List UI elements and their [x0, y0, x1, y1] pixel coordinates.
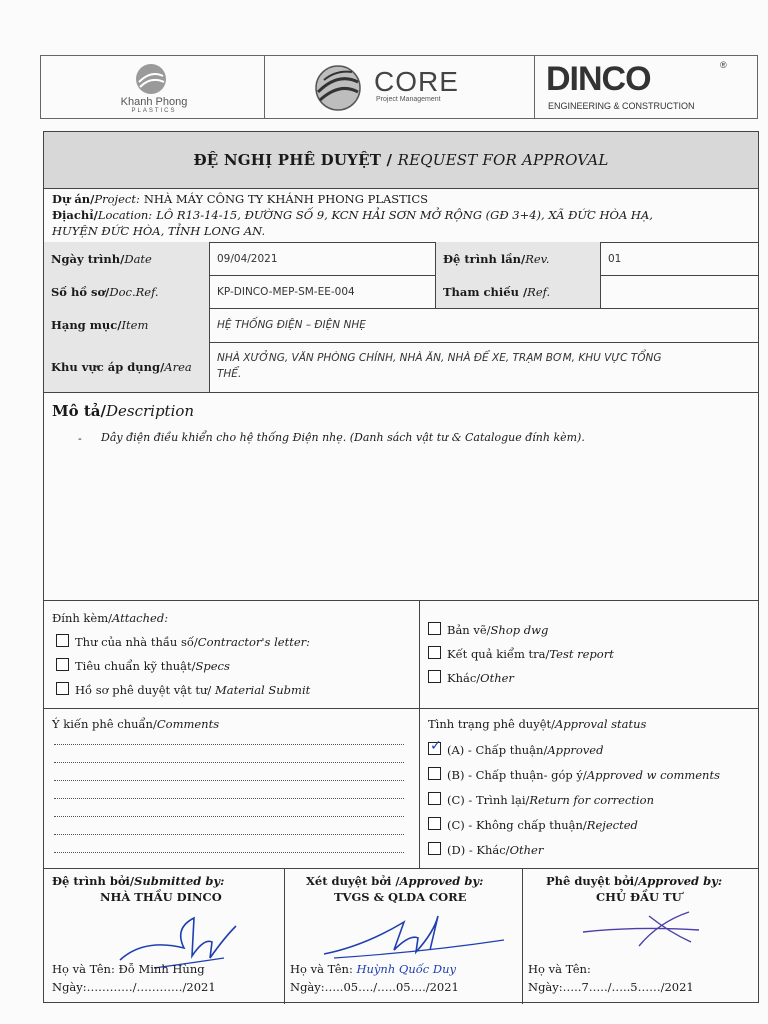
submitted-by-label: Đệ trình bởi/Submitted by: [52, 874, 225, 888]
reviewed-org: TVGS & QLDA CORE [334, 890, 467, 904]
status-other[interactable]: (D) - Khác/Other [428, 842, 543, 857]
attached-material-submit[interactable]: Hồ sơ phê duyệt vật tư/ Material Submit [56, 682, 310, 697]
description-block [44, 392, 758, 601]
location-line-2: HUYỆN ĐỨC HÒA, TỈNH LONG AN. [52, 224, 266, 238]
item-value: HỆ THỐNG ĐIỆN – ĐIỆN NHẸ [217, 319, 366, 331]
comment-line[interactable] [54, 834, 404, 835]
location-line: Địachỉ/Location: LÔ R13-14-15, ĐƯỜNG SỐ 9, KCN HẢI SƠN MỞ RỘNG (GĐ 3+4), XÃ ĐỨC HÒA HẠ, [52, 208, 653, 222]
khanh-phong-globe-icon [134, 62, 168, 96]
comments-status-block [44, 708, 758, 869]
description-heading: Mô tả/Description [52, 402, 195, 420]
attached-label: Đính kèm/Attached: [52, 611, 169, 625]
core-sub: Project Management [376, 96, 441, 103]
attached-contractor-letter[interactable]: Thư của nhà thầu số/Contractor's letter: [56, 634, 310, 649]
page-title: ĐỆ NGHỊ PHÊ DUYỆT / REQUEST FOR APPROVAL [193, 151, 609, 169]
docref-value: KP-DINCO-MEP-SM-EE-004 [210, 275, 436, 308]
approved-name: Họ và Tên: [528, 962, 591, 976]
signature-core [314, 906, 514, 966]
attached-other[interactable]: Khác/Other [428, 670, 514, 685]
check-icon: ✓ [430, 738, 442, 754]
area-value: NHÀ XƯỞNG, VĂN PHÒNG CHÍNH, NHÀ ĂN, NHÀ ĐỂ XE, TRẠM BƠM, KHU VỰC TỔNG THỂ. [217, 352, 662, 380]
signature-divider-2 [522, 868, 523, 1004]
checkbox[interactable] [428, 670, 441, 683]
dinco-registered: ® [720, 60, 727, 70]
reviewed-by-label: Xét duyệt bởi /Approved by: [306, 874, 484, 888]
comments-divider [419, 708, 420, 868]
status-rejected[interactable]: (C) - Không chấp thuận/Rejected [428, 817, 638, 832]
dinco-name: DINCO [546, 60, 651, 98]
dinco-logo [534, 56, 759, 118]
checkbox[interactable] [428, 767, 441, 780]
checkbox[interactable] [428, 842, 441, 855]
checkbox[interactable] [56, 658, 69, 671]
signature-divider-1 [284, 868, 285, 1004]
project-line: Dự án/Project: NHÀ MÁY CÔNG TY KHÁNH PHONG PLASTICS [52, 192, 429, 206]
reviewed-date: Ngày:…..05…./…..05…./2021 [290, 980, 459, 994]
area-row [44, 342, 758, 393]
khanh-phong-name: Khanh Phong [120, 96, 188, 108]
item-label: Hạng mục/ Item [44, 308, 210, 342]
project-block [44, 188, 758, 243]
khanh-phong-sub: PLASTICS [131, 108, 177, 114]
submitted-org: NHÀ THẦU DINCO [100, 890, 222, 904]
date-value: 09/04/2021 [210, 242, 436, 275]
checkbox[interactable] [428, 792, 441, 805]
status-return[interactable]: (C) - Trình lại/Return for correction [428, 792, 654, 807]
checkbox[interactable] [428, 622, 441, 635]
reviewed-name: Họ và Tên: Huỳnh Quốc Duy [290, 962, 456, 976]
comment-line[interactable] [54, 798, 404, 799]
checkbox-checked[interactable] [428, 738, 442, 755]
date-row [44, 242, 758, 276]
checkbox[interactable] [428, 817, 441, 830]
area-label: Khu vực áp dụng/ Area [44, 342, 210, 392]
description-bullet: - [78, 432, 82, 445]
rev-value: 01 [608, 252, 622, 265]
signature-block [44, 868, 760, 1004]
core-logo [264, 56, 535, 118]
checkbox[interactable] [56, 682, 69, 695]
title-band [44, 132, 758, 189]
status-approved-w-comments[interactable]: (B) - Chấp thuận- góp ý/Approved w comments [428, 767, 720, 782]
comment-line[interactable] [54, 762, 404, 763]
comment-line[interactable] [54, 852, 404, 853]
date-label: Ngày trình/ Date [44, 242, 210, 275]
submitted-name: Họ và Tên: Đỗ Minh Hùng [52, 962, 205, 976]
khanh-phong-logo [41, 56, 265, 118]
submitted-date: Ngày:…………/…………/2021 [52, 980, 216, 994]
docref-label: Số hồ sơ/ Doc.Ref. [44, 275, 210, 308]
comment-line[interactable] [54, 780, 404, 781]
status-approved[interactable]: ✓ (A) - Chấp thuận/Approved [430, 738, 604, 757]
attached-divider [419, 600, 420, 708]
attached-shop-dwg[interactable]: Bản vẽ/Shop dwg [428, 622, 548, 637]
checkbox[interactable] [428, 646, 441, 659]
description-text: Dây điện điều khiển cho hệ thống Điện nhẹ. (Danh sách vật tư & Catalogue đính kèm). [101, 431, 585, 444]
dinco-sub: ENGINEERING & CONSTRUCTION [548, 101, 695, 111]
approved-org: CHỦ ĐẦU TƯ [596, 890, 682, 904]
attached-specs[interactable]: Tiêu chuẩn kỹ thuật/Specs [56, 658, 230, 673]
approved-date: Ngày:…..7…../…..5……/2021 [528, 980, 694, 994]
comments-label: Ý kiến phê chuẩn/Comments [52, 717, 220, 731]
docref-row [44, 275, 758, 309]
item-row [44, 308, 758, 343]
header-logo-bar [40, 55, 758, 119]
attached-block [44, 600, 758, 709]
checkbox[interactable] [56, 634, 69, 647]
approval-form [43, 131, 759, 1003]
rev-label: Đệ trình lần/ Rev. [436, 242, 601, 275]
ref-value [601, 275, 760, 308]
core-name: CORE [374, 66, 459, 97]
ref-label: Tham chiếu / Ref. [436, 275, 601, 308]
attached-test-report[interactable]: Kết quả kiểm tra/Test report [428, 646, 614, 661]
comment-line[interactable] [54, 816, 404, 817]
comment-line[interactable] [54, 744, 404, 745]
core-sphere-icon [312, 62, 364, 114]
signature-owner [579, 902, 739, 952]
approved-by-label: Phê duyệt bởi/Approved by: [546, 874, 723, 888]
status-label: Tình trạng phê duyệt/Approval status [428, 717, 647, 731]
